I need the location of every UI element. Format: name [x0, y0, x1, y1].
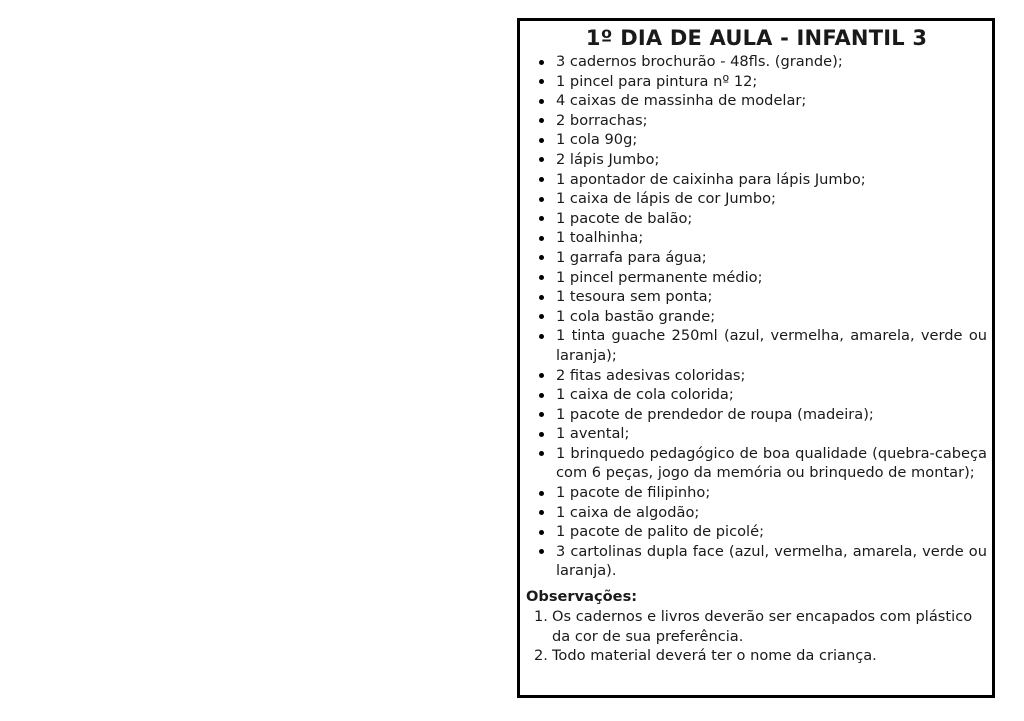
list-item	[526, 228, 987, 248]
list-item	[526, 522, 987, 542]
bullet-icon	[539, 549, 544, 554]
list-item	[526, 424, 987, 444]
bullet-icon	[539, 255, 544, 260]
list-item	[526, 91, 987, 111]
list-item-text: 1 pacote de balão;	[556, 209, 693, 227]
list-item	[526, 248, 987, 268]
list-item	[526, 150, 987, 170]
list-item-text: 1 brinquedo pedagógico de boa qualidade (quebra-cabeça com 6 peças, jogo da memória ou brinquedo de montar);	[556, 444, 987, 482]
bullet-icon	[539, 412, 544, 417]
list-item	[526, 326, 987, 365]
bullet-icon	[539, 491, 544, 496]
list-item-text: 3 cadernos brochurão - 48fls. (grande);	[556, 53, 843, 70]
bullet-icon	[539, 334, 544, 339]
list-item-text: 3 cartolinas dupla face (azul, vermelha, amarela, verde ou laranja).	[556, 542, 987, 580]
observation-number: 2.	[534, 647, 548, 665]
list-item	[526, 72, 987, 92]
list-item	[526, 111, 987, 131]
bullet-icon	[539, 60, 544, 65]
list-item-text: 1 caixa de cola colorida;	[556, 386, 734, 404]
list-item	[526, 130, 987, 150]
bullet-icon	[539, 99, 544, 104]
list-item	[526, 268, 987, 288]
list-item-text: 2 borrachas;	[556, 111, 648, 129]
bullet-icon	[539, 177, 544, 182]
list-item	[526, 385, 987, 405]
bullet-icon	[539, 314, 544, 319]
list-item	[526, 170, 987, 190]
list-item-text: 1 pacote de filipinho;	[556, 484, 711, 502]
bullet-icon	[539, 432, 544, 437]
supply-list-card	[517, 18, 995, 698]
supply-items-list	[526, 52, 987, 581]
list-item	[526, 405, 987, 425]
list-item-text: 1 pincel permanente médio;	[556, 268, 763, 286]
list-item	[526, 444, 987, 483]
bullet-icon	[539, 295, 544, 300]
list-item	[526, 209, 987, 229]
list-item	[526, 287, 987, 307]
bullet-icon	[539, 236, 544, 241]
list-item	[526, 483, 987, 503]
list-item-text: 1 pacote de palito de picolé;	[556, 523, 765, 541]
list-item-text: 1 cola bastão grande;	[556, 307, 716, 325]
list-item	[526, 52, 987, 72]
bullet-icon	[539, 451, 544, 456]
list-item-text: 1 garrafa para água;	[556, 248, 707, 266]
bullet-icon	[539, 216, 544, 221]
list-item	[526, 542, 987, 581]
observation-number: 1.	[534, 608, 548, 626]
list-item	[526, 503, 987, 523]
bullet-icon	[539, 197, 544, 202]
list-item	[526, 366, 987, 386]
bullet-icon	[539, 79, 544, 84]
list-item	[526, 189, 987, 209]
bullet-icon	[539, 157, 544, 162]
bullet-icon	[539, 510, 544, 515]
list-item-text: 1 tesoura sem ponta;	[556, 288, 713, 306]
list-item-text: 4 caixas de massinha de modelar;	[556, 92, 807, 110]
observations-heading: Observações:	[526, 588, 638, 606]
bullet-icon	[539, 118, 544, 123]
list-item-text: 1 caixa de lápis de cor Jumbo;	[556, 190, 776, 208]
bullet-icon	[539, 530, 544, 535]
list-item-text: 2 fitas adesivas coloridas;	[556, 366, 746, 384]
list-item-text: 1 avental;	[556, 425, 630, 443]
bullet-icon	[539, 393, 544, 398]
list-item-text: 1 toalhinha;	[556, 229, 644, 247]
observation-text: Todo material deverá ter o nome da criança.	[552, 647, 877, 665]
list-item-text: 1 caixa de algodão;	[556, 503, 700, 521]
observation-item	[526, 646, 987, 666]
list-item-text: 2 lápis Jumbo;	[556, 150, 660, 168]
list-item-text: 1 cola 90g;	[556, 131, 638, 149]
list-item-text: 1 pincel para pintura nº 12;	[556, 72, 758, 90]
bullet-icon	[539, 275, 544, 280]
list-item-text: 1 tinta guache 250ml (azul, vermelha, amarela, verde ou laranja);	[556, 327, 987, 364]
observations-list	[526, 607, 987, 666]
list-item-text: 1 pacote de prendedor de roupa (madeira);	[556, 405, 874, 423]
list-item-text: 1 apontador de caixinha para lápis Jumbo;	[556, 170, 866, 188]
bullet-icon	[539, 138, 544, 143]
bullet-icon	[539, 373, 544, 378]
observation-item	[526, 607, 987, 646]
list-title: 1º DIA DE AULA - INFANTIL 3	[585, 26, 928, 50]
list-item	[526, 307, 987, 327]
observation-text: Os cadernos e livros deverão ser encapados com plástico da cor de sua preferência.	[552, 608, 973, 645]
